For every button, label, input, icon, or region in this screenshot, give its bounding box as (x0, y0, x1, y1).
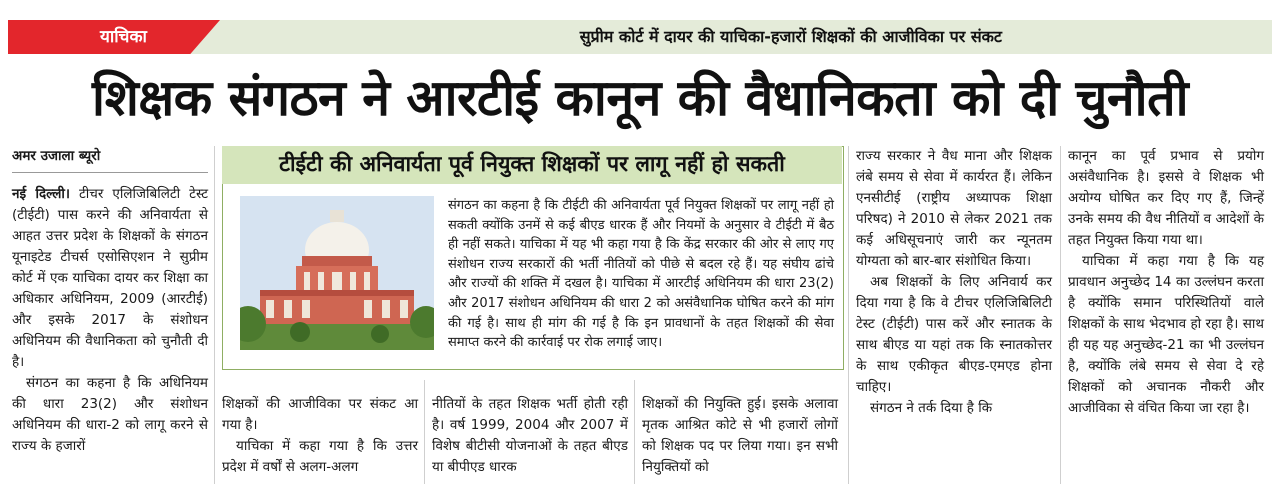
supreme-court-photo (240, 196, 434, 350)
article-column-5 (856, 146, 1052, 419)
headline: शिक्षक संगठन ने आरटीई कानून की वैधानिकता को दी चुनौती (91, 69, 1189, 127)
paragraph: संगठन ने तर्क दिया है कि (870, 400, 993, 416)
article-column-3 (432, 394, 628, 478)
paragraph: याचिका में कहा गया है कि यह प्रावधान अनुच्छेद 14 का उल्लंघन करता है क्योंकि समान परिस्थितियों वाले शिक्षकों के साथ भेदभाव हो रहा है। साथ ही यह यह अनुच्छेद-21 का भी उल्लंघन है, क्योंकि लंबे समय से सेवा दे रहे शिक्षकों को अचानक नौकरी और आजीविका से वंचित किया जा रहा है। (1068, 253, 1264, 416)
highlight-box-title: टीईटी की अनिवार्यता पूर्व नियुक्त शिक्षकों पर लागू नहीं हो सकती (279, 152, 785, 177)
paragraph: राज्य सरकार ने वैध माना और शिक्षक लंबे समय से सेवा में कार्यरत हैं। लेकिन एनसीटीई (राष्ट्रीय अध्यापक शिक्षा परिषद) ने 2010 से लेकर 2021 तक कई अधिसूचनाएं जारी कर न्यूनतम योग्यता को बार-बार संशोधित किया। (856, 148, 1052, 269)
dateline: नई दिल्ली। (12, 186, 71, 202)
paragraph: संगठन का कहना है कि अधिनियम की धारा 23(2) और संशोधन अधिनियम की धारा-2 को लागू करने से राज्य के हजारों (12, 375, 208, 454)
column-divider (424, 380, 425, 484)
paragraph: याचिका में कहा गया है कि उत्तर प्रदेश में वर्षों से अलग-अलग (222, 438, 418, 475)
paragraph: शिक्षकों की आजीविका पर संकट आ गया है। (222, 396, 418, 433)
paragraph: अब शिक्षकों के लिए अनिवार्य कर दिया गया है कि वे टीचर एलिजिबिलिटी टेस्ट (टीईटी) पास करें और स्नातक के साथ बीएड या यहां तक कि स्नातकोत्तर के साथ एकीकृत बीएड-एमएड होना चाहिए। (856, 274, 1052, 395)
supreme-court-image (240, 196, 434, 350)
byline: अमर उजाला ब्यूरो (12, 148, 101, 164)
paragraph: शिक्षकों की नियुक्ति हुई। इसके अलावा मृतक आश्रित कोटे से भी हजारों लोगों को शिक्षक पद पर लिया गया। इन सभी नियुक्तियों को (642, 396, 838, 475)
article-column-2 (222, 394, 418, 478)
article-column-6 (1068, 146, 1264, 419)
paragraph: कानून का पूर्व प्रभाव से प्रयोग असंवैधानिक है। इससे वे शिक्षक भी अयोग्य घोषित कर दिए गए हैं, जिन्हें उनके समय की वैध नीतियों व आदेशों के तहत नियुक्त किया गया था। (1068, 148, 1264, 248)
highlight-box-text: संगठन का कहना है कि टीईटी की अनिवार्यता पूर्व नियुक्त शिक्षकों पर लागू नहीं हो सकती क्योंकि उनमें से कई बीएड धारक हैं और नियमों के अनुसार वे टीईटी में बैठ ही नहीं सकते। याचिका में यह भी कहा गया है कि केंद्र सरकार की ओर से लाए गए संशोधन राज्य सरकारों की भर्ती नीतियों को पीछे से बदल रहे हैं। यह संघीय ढांचे और राज्यों की शक्ति में दखल है। याचिका में आरटीई अधिनियम की धारा 23(2) और 2017 संशोधन अधिनियम की धारा 2 को असंवैधानिक घोषित करने की मांग की गई है। साथ ही मांग की गई है कि इन प्रावधानों के तहत शिक्षकों की सेवा समाप्त करने की कार्रवाई पर रोक लगाई जाए। (448, 198, 834, 351)
section-tag-label: याचिका (100, 27, 147, 47)
paragraph: टीचर एलिजिबिलिटी टेस्ट (टीईटी) पास करने की अनिवार्यता से आहत उत्तर प्रदेश के शिक्षकों के संगठन यूनाइटेड टीचर्स एसोसिएशन ने सुप्रीम कोर्ट में एक याचिका दायर कर शिक्षा का अधिकार अधिनियम, 2009 (आरटीई) और इसके 2017 के संशोधन अधिनियम की वैधानिकता को चुनौती दी है। (12, 186, 208, 370)
byline-divider (12, 172, 208, 173)
paragraph: नीतियों के तहत शिक्षक भर्ती होती रही है। वर्ष 1999, 2004 और 2007 में विशेष बीटीसी योजनाओं के तहत बीएड या बीपीएड धारक (432, 396, 628, 475)
strapline: सुप्रीम कोर्ट में दायर की याचिका-हजारों शिक्षकों की आजीविका पर संकट (579, 27, 1002, 46)
column-divider (848, 146, 849, 484)
article-column-1 (12, 184, 208, 457)
article-column-4 (642, 394, 838, 478)
column-divider (634, 380, 635, 484)
column-divider (214, 146, 215, 484)
column-divider (1060, 146, 1061, 484)
